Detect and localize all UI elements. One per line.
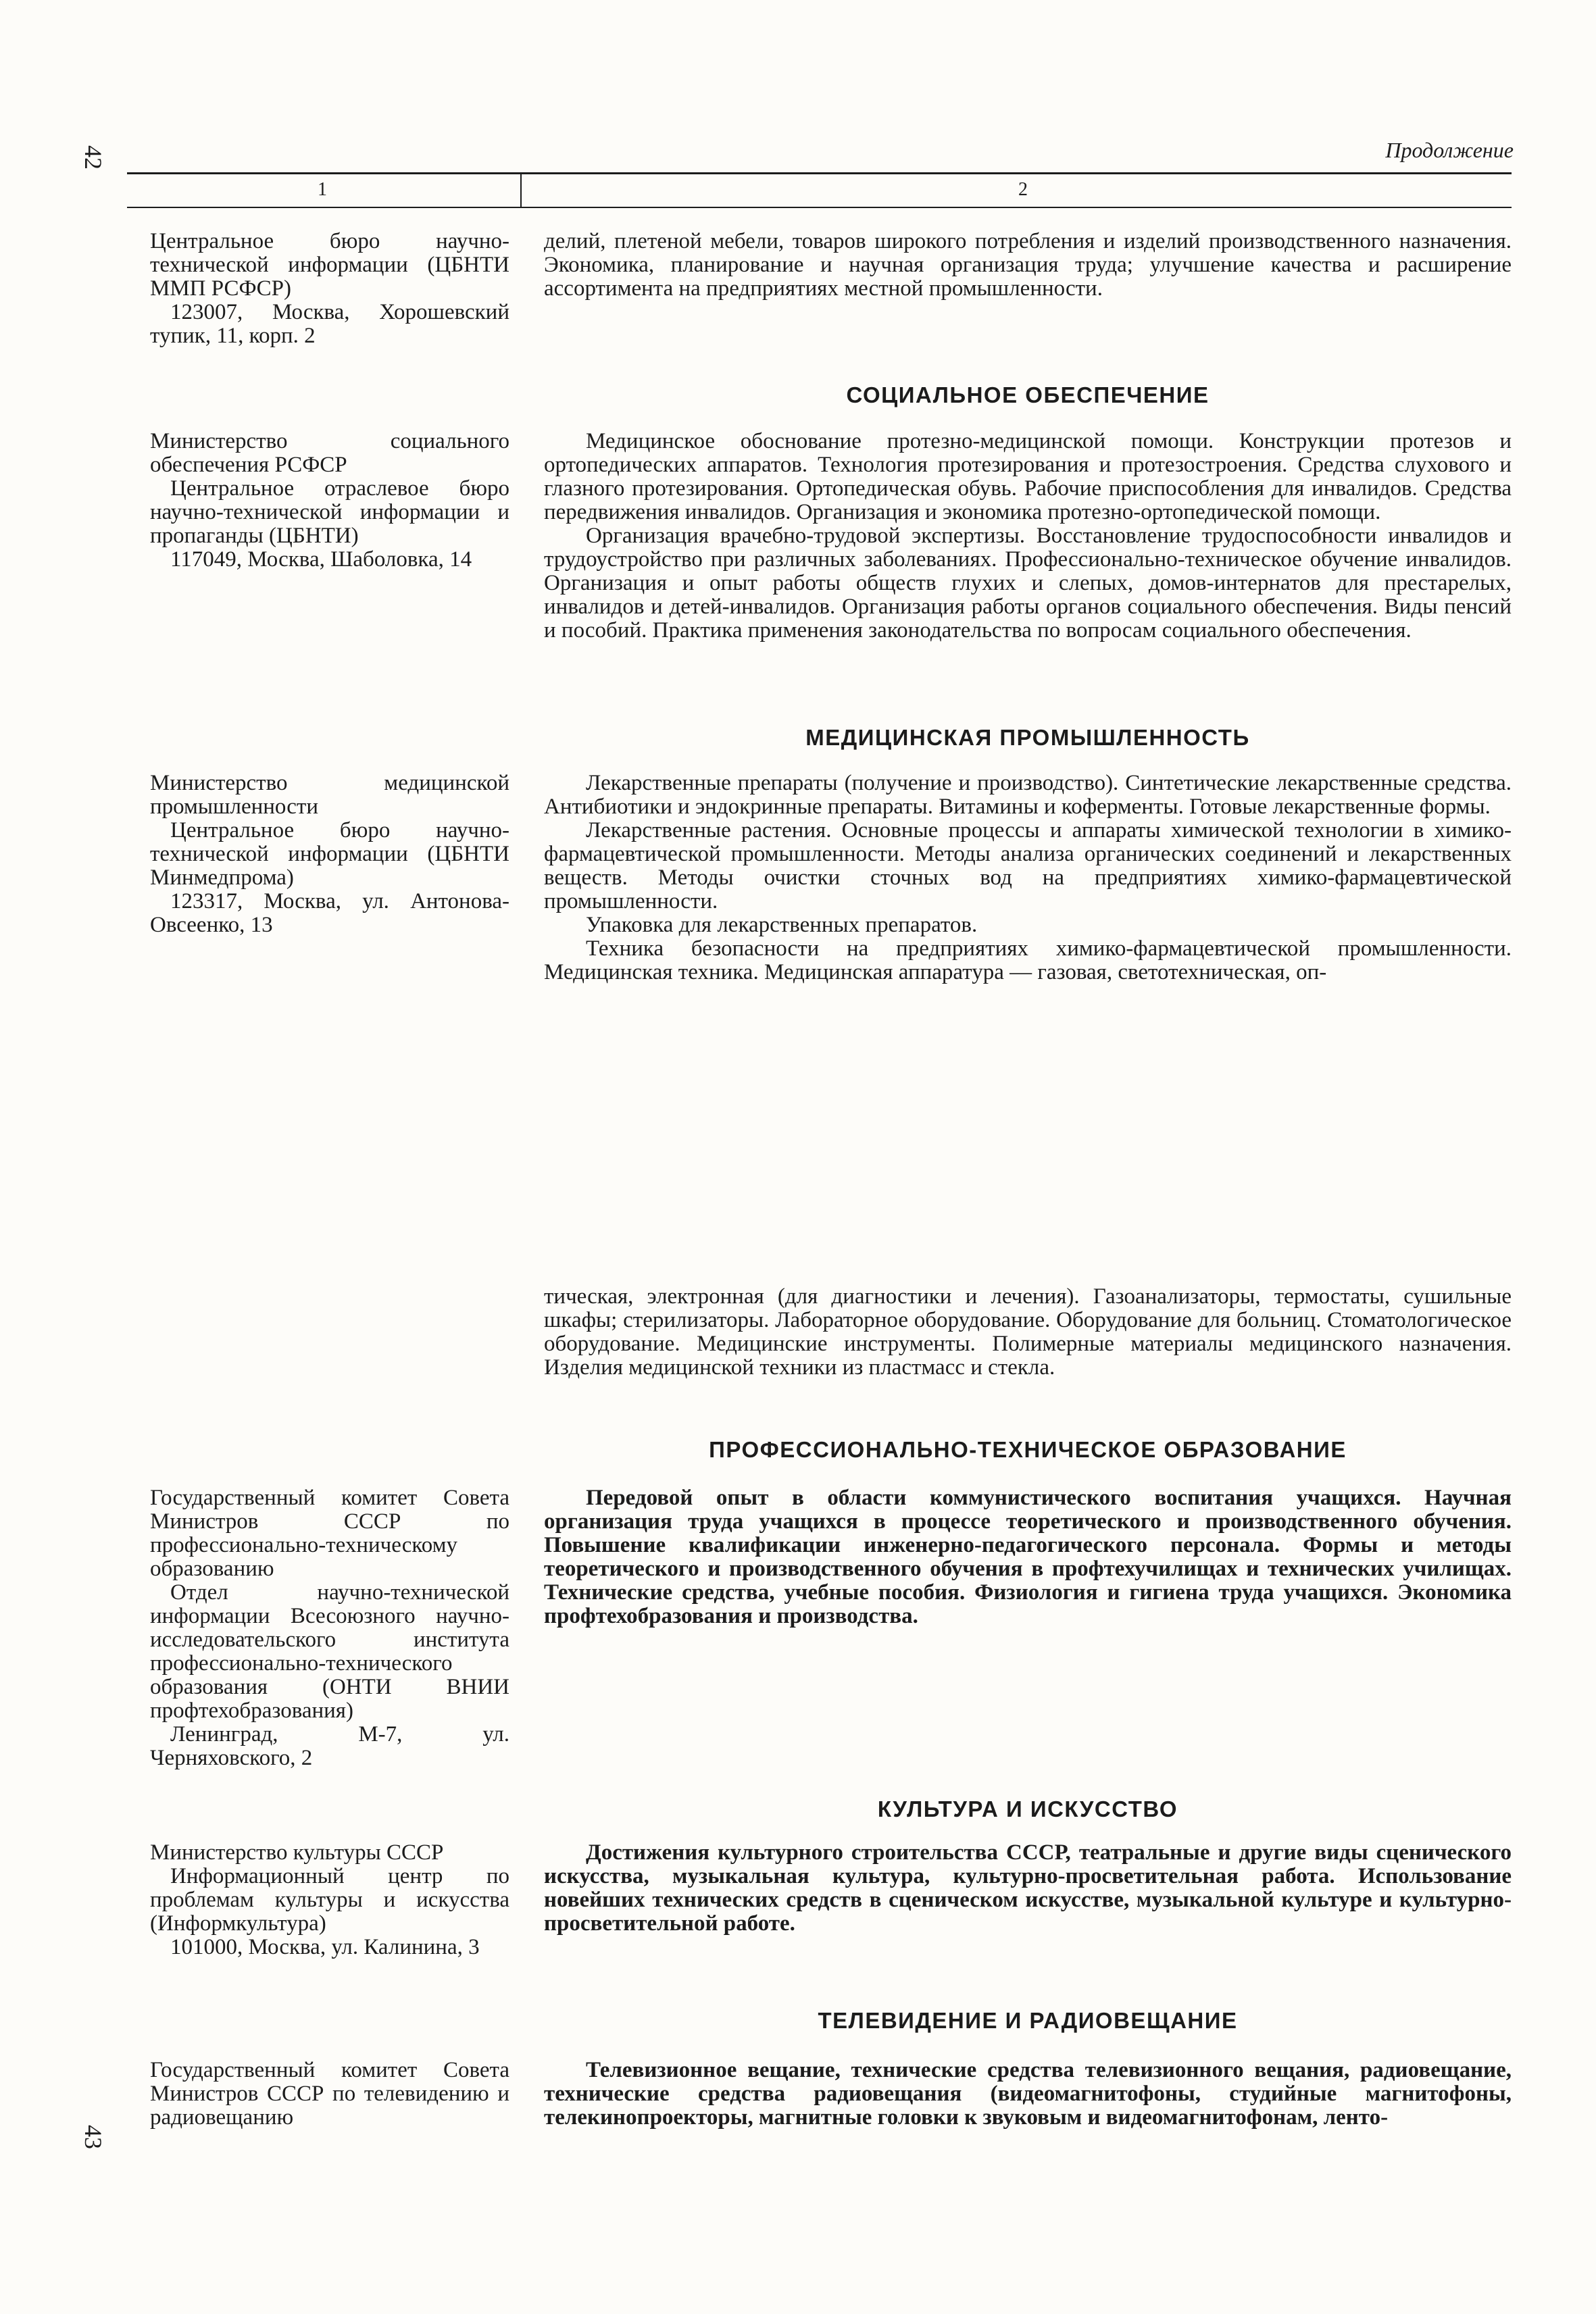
topics-paragraph: Медицинское обоснование протезно-медицинской помощи. Конструкции протезов и ортопедических аппаратов. Технология протезирования и протезостроения. Средства слухового и глазного протезирования. Ортопедическая обувь. Рабочие приспособления для инвалидов. Средства передвижения инвалидов. Организация и экономика протезно-ортопедической помощи. <box>544 429 1512 524</box>
topics-paragraph: тическая, электронная (для диагностики и лечения). Газоанализаторы, термостаты, сушильные шкафы; стерилизаторы. Лабораторное оборудование. Оборудование для больниц. Стоматологическое оборудование. Медицинские инструменты. Полимерные материалы медицинского назначения. Изделия медицинской техники из пластмасс и стекла. <box>544 1284 1512 1380</box>
topics-paragraph: Достижения культурного строительства СССР, театральные и другие виды сценического искусства, музыкальная культура, культурно-просветительная работа. Использование новейших технических средств в сценическом искусстве, музыкальной культуре и культурно-просветительной работе. <box>544 1840 1512 1936</box>
page-number-bottom: 43 <box>80 2125 107 2149</box>
column-divider <box>520 174 522 207</box>
table-top-rule <box>127 172 1512 174</box>
topics-paragraph: Телевизионное вещание, технические средства телевизионного вещания, радиовещание, технические средства радиовещания (видеомагнитофоны, студийные магнитофоны, телекинопроекторы, магнитные головки к звуковым и видеомагнитофонам, ленто- <box>544 2058 1512 2130</box>
topics-paragraph: Лекарственные растения. Основные процессы и аппараты химической технологии в химико-фармацевтической промышленности. Методы анализа органических соединений и лекарственных веществ. Методы очистки сточных вод на предприятиях химико-фармацевтической промышленности. <box>544 818 1512 913</box>
organization-bureau: Центральное бюро научно-технической информации (ЦБНТИ Минмедпрома) <box>150 818 509 890</box>
continuation-label: Продолжение <box>1385 138 1514 162</box>
organization-medical-industry <box>150 772 509 937</box>
topics-medical-industry <box>544 772 1512 984</box>
organization-address: 101000, Москва, ул. Калинина, 3 <box>170 1935 480 1959</box>
organization-center: Информационный центр по проблемам культуры и искусства (Информкультура) <box>150 1864 509 1936</box>
column-number-1: 1 <box>318 179 327 200</box>
organization-social-security <box>150 430 509 572</box>
topics-culture-arts <box>544 1841 1512 1936</box>
organization-address: 123317, Москва, ул. Антонова-Овсеенко, 13 <box>150 889 509 937</box>
topics-paragraph: Передовой опыт в области коммунистического воспитания учащихся. Научная организация труда учащихся в процессе теоретического и производственного обучения. Повышение квалификации инженерно-педагогического персонала. Формы и методы теоретического и производственного обучения в профтехучилищах и технических училищах. Технические средства, учебные пособия. Физиология и гигиена труда учащихся. Экономика профтехобразования и производства. <box>544 1486 1512 1628</box>
table-header-rule <box>127 207 1512 208</box>
organization-ministry: Министерство медицинской промышленности <box>150 771 509 819</box>
organization-local-industry <box>150 230 509 348</box>
organization-committee: Государственный комитет Совета Министров СССР по телевидению и радиовещанию <box>150 2058 509 2130</box>
organization-ministry: Министерство социального обеспечения РСФСР <box>150 429 509 477</box>
topics-paragraph: Техника безопасности на предприятиях химико-фармацевтической промышленности. Медицинская техника. Медицинская аппаратура — газовая, светотехническая, оп- <box>544 936 1512 984</box>
topics-medical-industry-continued <box>544 1285 1512 1380</box>
organization-vocational-education <box>150 1486 509 1770</box>
heading-television-radio: ТЕЛЕВИДЕНИЕ И РАДИОВЕЩАНИЕ <box>818 2008 1238 2033</box>
topics-paragraph: делий, плетеной мебели, товаров широкого потребления и изделий производственного назначения. Экономика, планирование и научная организация труда; улучшение качества и расширение ассортимента на предприятиях местной промышленности. <box>544 229 1512 301</box>
heading-social-security: СОЦИАЛЬНОЕ ОБЕСПЕЧЕНИЕ <box>846 382 1210 407</box>
topics-vocational-education <box>544 1486 1512 1628</box>
organization-name: Центральное бюро научно-технической информации (ЦБНТИ ММП РСФСР) <box>150 229 509 301</box>
organization-department: Отдел научно-технической информации Всесоюзного научно-исследовательского института профессионально-технического образования (ОНТИ ВНИИ профтехобразования) <box>150 1580 509 1723</box>
topics-television-radio <box>544 2059 1512 2130</box>
organization-culture-arts <box>150 1841 509 1959</box>
column-number-2: 2 <box>1018 179 1028 200</box>
topics-social-security <box>544 430 1512 643</box>
heading-vocational-education: ПРОФЕССИОНАЛЬНО-ТЕХНИЧЕСКОЕ ОБРАЗОВАНИЕ <box>709 1437 1347 1462</box>
heading-culture-arts: КУЛЬТУРА И ИСКУССТВО <box>877 1796 1178 1821</box>
topics-paragraph: Упаковка для лекарственных препаратов. <box>586 913 978 937</box>
topics-paragraph: Лекарственные препараты (получение и производство). Синтетические лекарственные средства. Антибиотики и эндокринные препараты. Витамины и коферменты. Готовые лекарственные формы. <box>544 771 1512 819</box>
organization-address: 117049, Москва, Шаболовка, 14 <box>170 547 472 572</box>
organization-television-radio <box>150 2059 509 2130</box>
organization-bureau: Центральное отраслевое бюро научно-технической информации и пропаганды (ЦБНТИ) <box>150 476 509 548</box>
topics-paragraph: Организация врачебно-трудовой экспертизы. Восстановление трудоспособности инвалидов и трудоустройство при различных заболеваниях. Профессионально-техническое обучение инвалидов. Организация и опыт работы обществ глухих и слепых, домов-интернатов для престарелых, инвалидов и детей-инвалидов. Организация работы органов социального обеспечения. Виды пенсий и пособий. Практика применения законодательства по вопросам социального обеспечения. <box>544 524 1512 643</box>
heading-medical-industry: МЕДИЦИНСКАЯ ПРОМЫШЛЕННОСТЬ <box>805 725 1250 750</box>
organization-address: 123007, Москва, Хорошевский тупик, 11, корп. 2 <box>150 300 509 348</box>
organization-address: Ленинград, М-7, ул. Черняховского, 2 <box>150 1722 509 1770</box>
organization-ministry: Министерство культуры СССР <box>150 1840 444 1865</box>
page-number-top: 42 <box>80 145 107 170</box>
topics-local-industry <box>544 230 1512 301</box>
organization-committee: Государственный комитет Совета Министров СССР по профессионально-техническому образованию <box>150 1486 509 1581</box>
